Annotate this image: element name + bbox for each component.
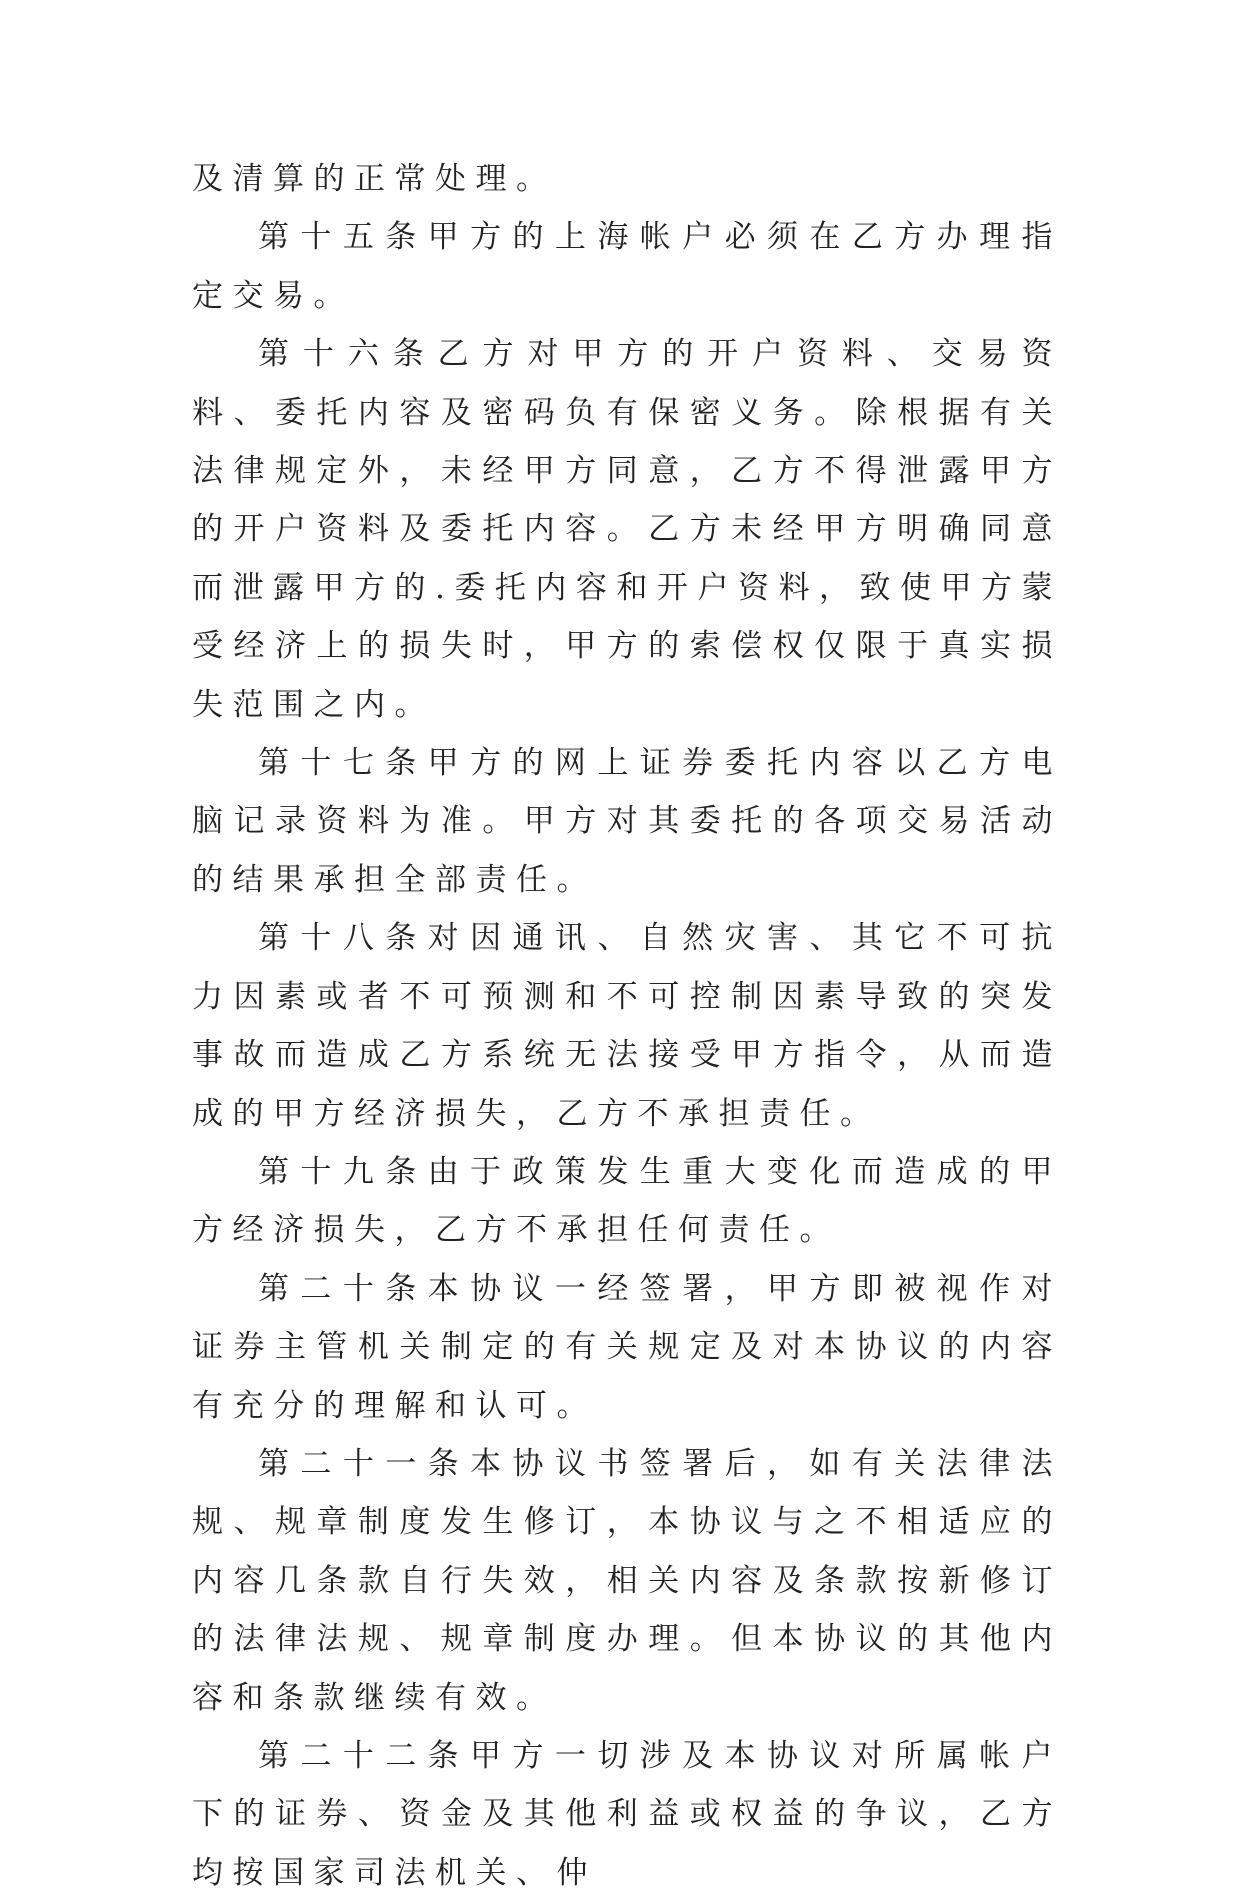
paragraph-continuation: 及清算的正常处理。	[192, 161, 557, 197]
document-page	[192, 150, 1062, 1902]
article-17: 第十七条甲方的网上证券委托内容以乙方电脑记录资料为准。甲方对其委托的各项交易活动的结果承担全部责任。	[192, 745, 1062, 898]
article-15: 第十五条甲方的上海帐户必须在乙方办理指定交易。	[192, 219, 1062, 314]
article-18: 第十八条对因通讯、自然灾害、其它不可抗力因素或者不可预测和不可控制因素导致的突发事故而造成乙方系统无法接受甲方指令，从而造成的甲方经济损失，乙方不承担责任。	[192, 920, 1062, 1132]
article-22: 第二十二条甲方一切涉及本协议对所属帐户下的证券、资金及其他利益或权益的争议，乙方均按国家司法机关、仲	[192, 1737, 1062, 1891]
article-21: 第二十一条本协议书签署后，如有关法律法规、规章制度发生修订，本协议与之不相适应的内容几条款自行失效，相关内容及条款按新修订的法律法规、规章制度办理。但本协议的其他内容和条款继续有效。	[192, 1445, 1062, 1716]
article-16: 第十六条乙方对甲方的开户资料、交易资料、委托内容及密码负有保密义务。除根据有关法律规定外，未经甲方同意，乙方不得泄露甲方的开户资料及委托内容。乙方未经甲方明确同意而泄露甲方的.委托内容和开户资料，致使甲方蒙受经济上的损失时，甲方的索偿权仅限于真实损失范围之内。	[192, 336, 1062, 723]
article-20: 第二十条本协议一经签署，甲方即被视作对证券主管机关制定的有关规定及对本协议的内容有充分的理解和认可。	[192, 1270, 1062, 1424]
article-19: 第十九条由于政策发生重大变化而造成的甲方经济损失，乙方不承担任何责任。	[192, 1153, 1062, 1249]
